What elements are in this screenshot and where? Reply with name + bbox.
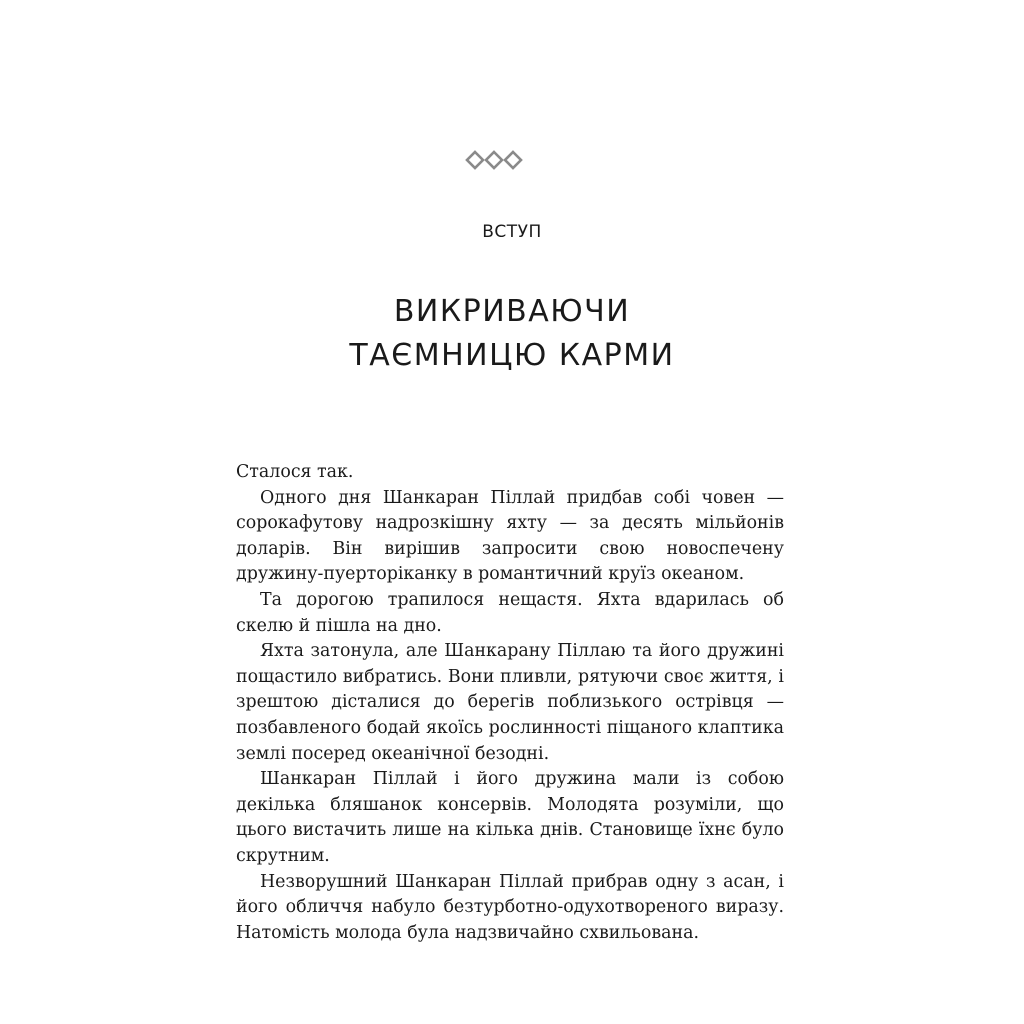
chapter-title-line-1: ВИКРИВАЮЧИ [393,294,631,329]
paragraph: Шанкаран Піллай і його дружина мали із собою декілька бляшанок консервів. Молодята розуміли, що цього вистачить лише на кілька днів. Становище їхнє було скрутним. [236,769,784,866]
paragraph: Одного дня Шанкаран Піллай придбав собі човен — сорокафутову надрозкішну яхту — за десять мільйонів доларів. Він вирішив запросити свою новоспечену дружину-пуерторіканку в романтичний круїз океаном. [236,487,784,585]
paragraph: Сталося так. [236,462,354,482]
paragraph: Та дорогою трапилося нещастя. Яхта вдарилась об скелю й пішла на дно. [236,589,784,636]
section-label: ВСТУП [482,222,542,242]
chapter-title-line-2: ТАЄМНИЦЮ КАРМИ [349,338,675,373]
paragraph: Яхта затонула, але Шанкарану Піллаю та його дружині пощастило вибратись. Вони пливли, рятуючи своє життя, і зрештою дісталися до берегів поблизького острівця — позбавленого бодай якоїсь рослинності піщаного клаптика землі посеред океанічної безодні. [236,641,784,764]
body-text [236,460,784,946]
paragraph: Незворушний Шанкаран Піллай прибрав одну з асан, і його обличчя набуло безтурботно-одухотвореного виразу. Натомість молода була надзвичайно схвильована. [236,871,784,943]
chapter-title [0,290,1024,378]
three-diamonds-ornament-icon [464,148,524,172]
